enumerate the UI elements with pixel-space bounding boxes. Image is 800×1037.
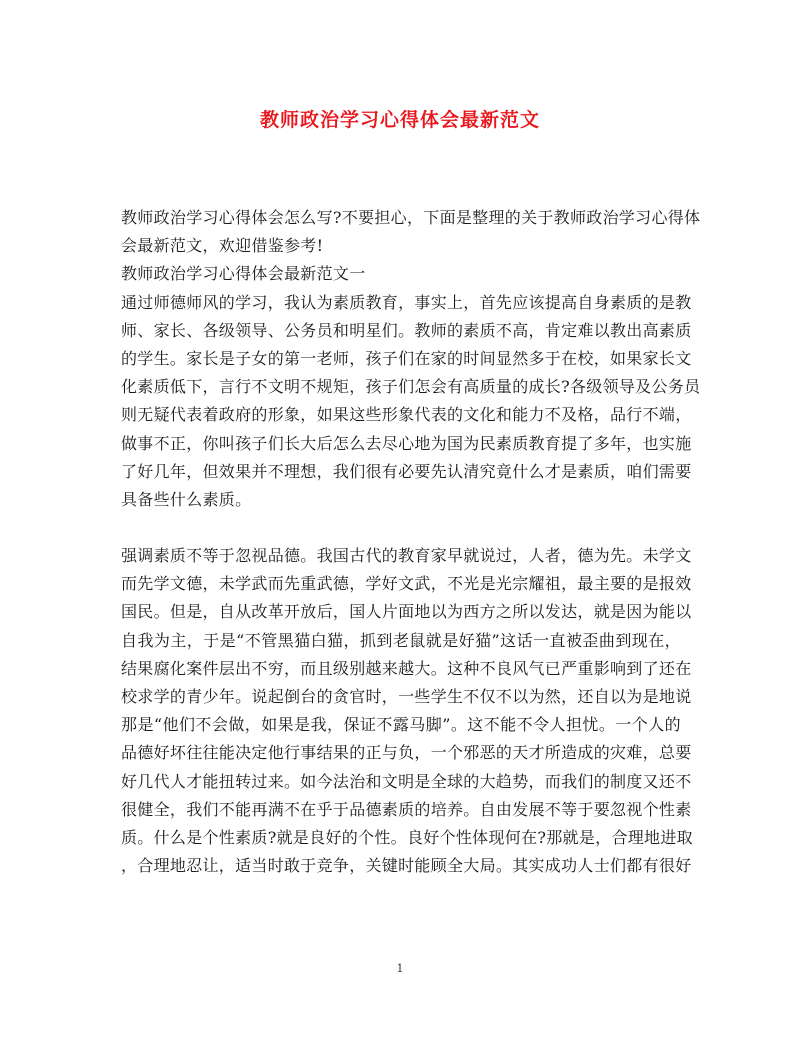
text-line: 质。什么是个性素质?就是良好的个性。良好个性体现何在?那就是，合理地进取	[121, 827, 693, 847]
paragraph-gap	[121, 514, 681, 542]
text-line: 具备些什么素质。	[121, 489, 252, 509]
text-line: 的学生。家长是子女的第一老师，孩子们在家的时间显然多于在校，如果家长文	[121, 348, 692, 368]
text-line: 教师政治学习心得体会怎么写?不要担心，下面是整理的关于教师政治学习心得体	[121, 208, 701, 227]
text-line: 了好几年，但效果并不理想，我们很有必要先认清究竟什么才是素质，咱们需要	[121, 461, 692, 481]
paragraph-body-1	[121, 289, 701, 515]
text-line: 化素质低下，言行不文明不规矩，孩子们怎会有高质量的成长?各级领导及公务员	[121, 377, 701, 397]
text-line: 结果腐化案件层出不穷，而且级别越来越大。这种不良风气已严重影响到了还在	[121, 658, 692, 678]
page-number: 1	[396, 962, 404, 975]
text-line: 则无疑代表着政府的形象，如果这些形象代表的文化和能力不及格，品行不端，	[121, 405, 692, 425]
text-line: 品德好坏往往能决定他行事结果的正与负，一个邪恶的天才所造成的灾难，总要	[121, 743, 692, 763]
text-line: 那是“他们不会做，如果是我，保证不露马脚”。这不能不令人担忧。一个人的	[121, 715, 681, 735]
text-line: ，合理地忍让，适当时敢于竞争，关键时能顾全大局。其实成功人士们都有很好	[121, 856, 692, 876]
document-body	[121, 204, 701, 880]
paragraph-intro	[121, 204, 701, 260]
text-line: 会最新范文，欢迎借鉴参考!	[121, 236, 324, 256]
text-line: 校求学的青少年。说起倒台的贪官时，一些学生不仅不以为然，还自以为是地说	[121, 687, 692, 706]
paragraph-body-2	[121, 542, 693, 880]
text-line: 强调素质不等于忽视品德。我国古代的教育家早就说过，人者，德为先。未学文	[121, 546, 692, 566]
section-heading	[121, 260, 681, 288]
text-line: 通过师德师风的学习，我认为素质教育，事实上，首先应该提高自身素质的是教	[121, 292, 692, 312]
text-line: 做事不正，你叫孩子们长大后怎么去尽心地为国为民素质教育提了多年，也实施	[121, 433, 692, 453]
text-line: 国民。但是，自从改革开放后，国人片面地以为西方之所以发达，就是因为能以	[121, 602, 692, 622]
text-line: 而先学文德，未学武而先重武德，学好文武，不光是光宗耀祖，最主要的是报效	[121, 574, 692, 594]
document-title: 教师政治学习心得体会最新范文	[259, 109, 540, 131]
text-line: 好几代人才能扭转过来。如今法治和文明是全球的大趋势，而我们的制度又还不	[121, 771, 692, 791]
text-line: 师、家长、各级领导、公务员和明星们。教师的素质不高，肯定难以教出高素质	[121, 320, 692, 340]
text-line: 自我为主，于是“不管黑猫白猫，抓到老鼠就是好猫”这话一直被歪曲到现在，	[121, 630, 681, 650]
text-line: 教师政治学习心得体会最新范文一	[121, 264, 366, 284]
text-line: 很健全，我们不能再满不在乎于品德素质的培养。自由发展不等于要忽视个性素	[121, 799, 692, 819]
